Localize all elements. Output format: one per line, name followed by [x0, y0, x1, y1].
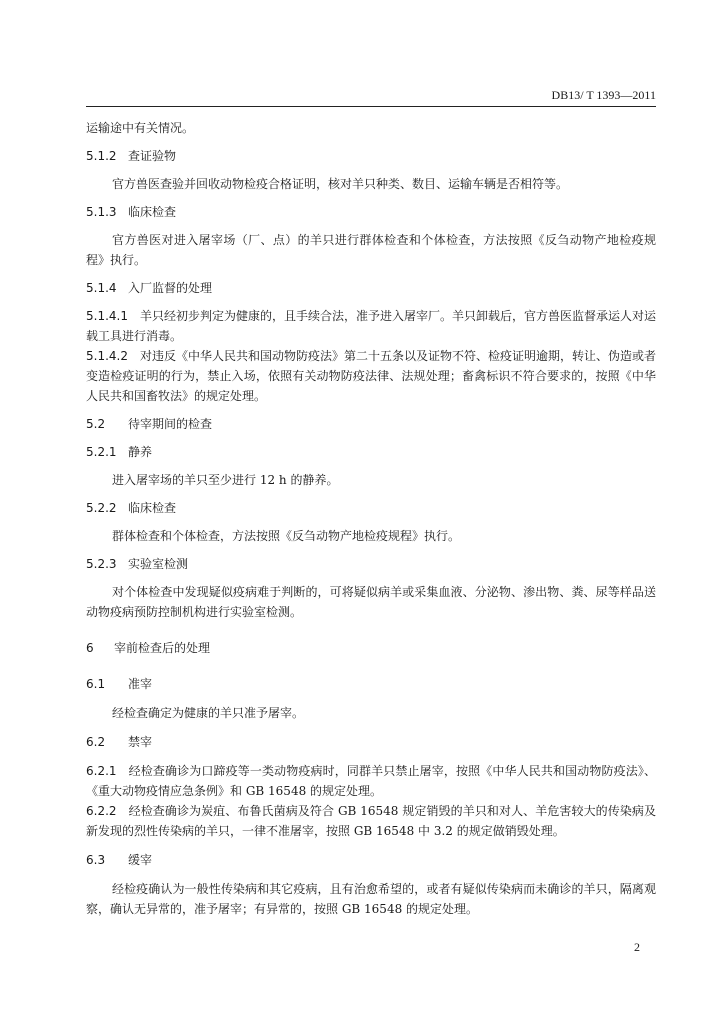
section-heading-6: [86, 638, 656, 658]
section-title: 入厂监督的处理: [128, 281, 213, 295]
section-title: 实验室检测: [128, 557, 189, 571]
section-number: 6.3: [86, 853, 106, 867]
section-title: 宰前检查后的处理: [114, 641, 211, 655]
document-body: [86, 118, 656, 919]
section-number: 5.2.3: [86, 557, 117, 571]
paragraph: 进入屠宰场的羊只至少进行 12 h 的静养。: [112, 473, 339, 487]
section-number: 6.1: [86, 677, 106, 691]
header-rule: [86, 106, 656, 107]
section-title: 静养: [128, 445, 153, 459]
section-number: 5.2: [86, 417, 106, 431]
clause-text: 经检查确诊为炭疽、布鲁氏菌病及符合 GB 16548 规定销毁的羊只和对人、羊危害较大的传染病及新发现的烈性传染病的羊只，一律不准屠宰，按照 GB 16548 中 3.2 的规定做销毁处理。: [86, 804, 656, 838]
clause-number: 6.2.2: [86, 804, 117, 818]
section-heading-5-2-3: [86, 554, 656, 574]
section-title: 临床检查: [128, 501, 177, 515]
section-heading-5-2-1: [86, 442, 656, 462]
paragraph: 对个体检查中发现疑似疫病难于判断的，可将疑似病羊或采集血液、分泌物、渗出物、粪、尿等样品送动物疫病预防控制机构进行实验室检测。: [86, 585, 656, 619]
clause-number: 6.2.1: [86, 764, 117, 778]
section-number: 5.1.4: [86, 281, 117, 295]
section-number: 5.2.1: [86, 445, 117, 459]
paragraph: 经检查确定为健康的羊只准予屠宰。: [112, 706, 305, 720]
paragraph: 经检疫确认为一般性传染病和其它疫病，且有治愈希望的，或者有疑似传染病而未确诊的羊只，隔离观察，确认无异常的，准予屠宰；有异常的，按照 GB 16548 的规定处理。: [86, 882, 656, 916]
section-title: 临床检查: [128, 205, 177, 219]
section-title: 禁宰: [128, 735, 153, 749]
paragraph: 官方兽医对进入屠宰场（厂、点）的羊只进行群体检查和个体检查，方法按照《反刍动物产地检疫规程》执行。: [86, 233, 656, 267]
section-heading-5-2: [86, 414, 656, 434]
section-heading-6-3: [86, 850, 656, 870]
section-title: 准宰: [128, 677, 153, 691]
paragraph: 运输途中有关情况。: [86, 121, 195, 135]
section-heading-5-1-2: [86, 146, 656, 166]
paragraph: 群体检查和个体检查，方法按照《反刍动物产地检疫规程》执行。: [112, 529, 461, 543]
section-number: 6.2: [86, 735, 106, 749]
section-title: 缓宰: [128, 853, 153, 867]
section-heading-6-1: [86, 674, 656, 694]
clause-text: 对违反《中华人民共和国动物防疫法》第二十五条以及证物不符、检疫证明逾期，转让、伪造或者变造检疫证明的行为，禁止入场，依照有关动物防疫法律、法规处理；畜禽标识不符合要求的，按照《中华人民共和国畜牧法》的规定处理。: [86, 349, 656, 403]
document-code: DB13/ T 1393—2011: [551, 88, 656, 102]
clause-number: 5.1.4.2: [86, 349, 128, 363]
clause-6-2-2: [86, 801, 656, 841]
clause-5-1-4-2: [86, 346, 656, 406]
section-title: 查证验物: [128, 149, 177, 163]
section-number: 6: [86, 641, 94, 655]
paragraph: 官方兽医查验并回收动物检疫合格证明，核对羊只种类、数目、运输车辆是否相符等。: [112, 177, 569, 191]
clause-6-2-1: [86, 761, 656, 801]
clause-text: 羊只经初步判定为健康的，且手续合法，准予进入屠宰厂。羊只卸载后，官方兽医监督承运人对运载工具进行消毒。: [86, 309, 656, 343]
page-number: 2: [634, 940, 640, 954]
section-heading-6-2: [86, 732, 656, 752]
section-heading-5-1-4: [86, 278, 656, 298]
section-number: 5.2.2: [86, 501, 117, 515]
clause-text: 经检查确诊为口蹄疫等一类动物疫病时，同群羊只禁止屠宰，按照《中华人民共和国动物防疫法》、《重大动物疫情应急条例》和 GB 16548 的规定处理。: [86, 764, 656, 798]
section-title: 待宰期间的检查: [128, 417, 213, 431]
section-heading-5-1-3: [86, 202, 656, 222]
clause-number: 5.1.4.1: [86, 309, 128, 323]
section-number: 5.1.3: [86, 205, 117, 219]
section-heading-5-2-2: [86, 498, 656, 518]
section-number: 5.1.2: [86, 149, 117, 163]
clause-5-1-4-1: [86, 306, 656, 346]
